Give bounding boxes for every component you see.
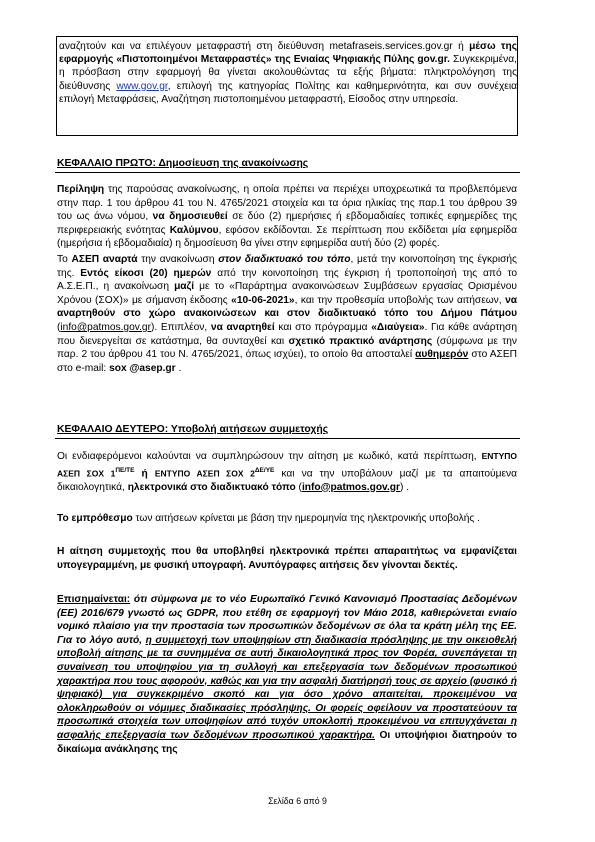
section-2-paragraph-2 — [57, 512, 517, 526]
section-1-paragraph-1 — [57, 183, 517, 251]
text-run: της παρούσας ανακοίνωσης, η οποία πρέπει να περιέχει υποχρεωτικά τα προβλεπόμενα στην παρ. 1 του άρθρου 41 του Ν. 4765/2021 στοιχεία και τα όρια ηλικίας της παρ.1 του άρθρου 39 του ως άνω νόμου, — [57, 184, 517, 223]
text-run: ). Επιπλέον, — [150, 321, 211, 333]
box-steps-text: Συγκεκριμένα, η πρόσβαση στην εφαρμογή θα γίνεται ακολουθώντας τα εξής βήματα: πληκτρολόγηση της διεύθυνσης — [59, 54, 517, 92]
text-run: Οι ενδιαφερόμενοι καλούνται να συμπληρώσουν την αίτηση με κωδικό, κατά περίπτωση, — [57, 451, 482, 462]
box-gov-app-text: μέσω της εφαρμογής «Πιστοποιημένοι Μεταφραστές» της Ενιαίας Ψηφιακής Πύλης gov.gr. — [59, 41, 517, 66]
text-run: σε δύο (2) ημερήσιες ή εβδομαδιαίες τοπικές εφημερίδες της περιφερειακής ενότητας — [57, 211, 518, 236]
text-run: ) . — [400, 481, 410, 493]
text-run: και στο πρόγραμμα — [274, 321, 372, 333]
text-run: . — [175, 362, 182, 374]
patmos-email-link[interactable]: info@patmos.gov.gr — [60, 321, 151, 333]
text-run: ( — [57, 321, 61, 333]
emphasis-run: «Διαύγεια» — [371, 321, 425, 333]
text-run: , μετά την κοινοποίηση της έγκρισής της. — [57, 254, 517, 279]
text-run: Το — [57, 254, 72, 265]
text-run: στο ΑΣΕΠ στο e-mail: — [57, 349, 517, 374]
signature-requirement: Η αίτηση συμμετοχής που θα υποβληθεί ηλεκτρονικά πρέπει απαραιτήτως να εμφανίζεται υπογεγραμμένη, με φυσική υπογραφή. Ανυπόγραφες αιτήσεις δεν γίνονται δεκτές. — [57, 546, 517, 571]
gdpr-tail: Οι υποψήφιοι διατηρούν το δικαίωμα ανάκλησης της — [57, 729, 517, 755]
notice-label: Επισημαίνεται: — [57, 594, 131, 605]
section-2-paragraph-3 — [57, 545, 517, 572]
emphasis-run: να δημοσιευθεί — [152, 211, 228, 223]
text-run: ( — [295, 481, 302, 493]
emphasis-run: να αναρτηθεί — [210, 321, 275, 333]
section-1-heading: ΚΕΦΑΛΑΙΟ ΠΡΩΤΟ: Δημοσίευση της ανακοίνωσης — [57, 158, 309, 169]
info-box-text — [59, 40, 517, 106]
text-run: την ανακοίνωση — [137, 254, 219, 265]
emphasis-run: σχετικό πρακτικό ανάρτησης — [288, 335, 433, 347]
emphasis-run: Το εμπρόθεσμο — [57, 513, 133, 524]
box-steps-tail: , επιλογή της κατηγορίας Πολίτης και καθημερινότητα, και συν συνέχεια επιλογή Μεταφράσεις, Αναζήτηση πιστοποιημένου μεταφραστή, Είσοδος στην υπηρεσία. — [59, 80, 517, 105]
gdpr-consent-text: η συμμετοχή των υποψηφίων στη διαδικασία πρόσληψης με την οικειοθελή υποβολή αίτησης με τα συνημμένα σε αυτή δικαιολογητικά προς τον Φορέα, συνεπάγεται τη συναίνεση του υποψηφίου για τη συλλογή και επεξεργασία των δεδομένων προσωπικού χαρακτήρα που τους αφορούν, καθώς και για την ασφαλή διατήρησή τους σε αρχείο (φυσικό ή ψηφιακό) για συγκεκριμένο σκοπό και για όσο χρόνο απαιτείται, προκειμένου να ολοκληρωθούν οι νόμιμες διαδικασίες πρόσληψης. Οι φορείς οφείλουν να προστατεύουν τα προσωπικά στοιχεία των υποψηφίων από τυχόν υποκλοπή προκειμένου να επιτυγχάνεται η ασφαλής επεξεργασία των δεδομένων προσωπικού χαρακτήρα. — [57, 634, 517, 741]
section-2-heading: ΚΕΦΑΛΑΙΟ ΔΕΥΤΕΡΟ: Υποβολή αιτήσεων συμμετοχής — [57, 424, 329, 435]
form-code-1: ΕΝΤΥΠΟ ΑΣΕΠ ΣΟΧ 1 — [57, 451, 517, 478]
emphasis-run: μαζί — [174, 281, 195, 293]
section-1-paragraph-2 — [57, 253, 517, 375]
text-run: , και την προθεσμία υποβολής των αιτήσεων, — [294, 294, 506, 306]
text-run: με το «Παράρτημα ανακοινώσεων Συμβάσεων εργασίας Ορισμένου Χρόνου (ΣΟΧ)» με σήμανση έκδοσης — [57, 281, 518, 306]
asep-email: sox @asep.gr — [109, 362, 176, 374]
emphasis-run: αυθημερόν — [415, 349, 469, 361]
emphasis-run: ηλεκτρονικά στο διαδικτυακό τόπο — [127, 481, 296, 493]
summary-term: Περίληψη — [57, 184, 105, 195]
emphasis-run: ΑΣΕΠ αναρτά — [71, 254, 138, 265]
emphasis-run: στον διαδικτυακό του τόπο — [218, 254, 351, 265]
form-code-2-sup: ΔΕ/ΥΕ — [254, 466, 275, 474]
text-run: . Για κάθε ανάρτηση που διενεργείται σε κατάστημα, θα συνταχθεί και — [57, 321, 517, 347]
emphasis-run: Καλύμνου — [169, 224, 219, 236]
page-number: Σελίδα 6 από 9 — [268, 796, 327, 806]
text-run: ή — [134, 467, 155, 479]
section-2-paragraph-1 — [57, 450, 517, 494]
section-2-rule — [55, 438, 520, 439]
patmos-email-link-2[interactable]: info@patmos.gov.gr — [301, 481, 400, 493]
form-code-2: ΕΝΤΥΠΟ ΑΣΕΠ ΣΟΧ 2 — [154, 467, 255, 478]
section-2-paragraph-4 — [57, 593, 517, 756]
text-run: και να την υποβάλουν μαζί με τα απαιτούμενα δικαιολογητικά, — [57, 467, 517, 493]
text-run: , εφόσον εκδίδονται. Σε περίπτωση που εκδίδεται μία εφημερίδα (ημερήσια ή εβδομαδιαία) η δημοσίευση θα γίνει στην εφημερίδα αυτή δύο (2) φορές. — [57, 224, 517, 250]
text-run: από την κοινοποίηση της έγκριση ή τροποποίησή της από το Α.Σ.Ε.Π., η ανακοίνωση — [57, 267, 518, 293]
text-run: (σύμφωνα με την παρ. 2 του άρθρου 41 του Ν. 4765/2021, όπως ισχύει), το οποίο θα αποσταλεί — [57, 335, 517, 361]
gov-gr-link[interactable]: www.gov.gr — [116, 80, 168, 92]
emphasis-run: Εντός είκοσι (20) ημερών — [80, 267, 212, 279]
box-line-1: αναζητούν και να επιλέγουν μεταφραστή στη διεύθυνση metafraseis.services.gov.gr ή — [59, 41, 464, 52]
gdpr-intro: ότι σύμφωνα με το νέο Ευρωπαϊκό Γενικό Κανονισμό Προστασίας Δεδομένων (ΕΕ) 2016/679 γνωστό ως GDPR, που ετέθη σε εφαρμογή τον Μάιο 2018, καθιερώνεται ενιαίο νομικό πλαίσιο για την προστασία των προσωπικών δεδομένων σε όλα τα κράτη μέλη της ΕΕ. Για το λόγο αυτό, — [57, 594, 517, 646]
date-run: «10-06-2021» — [231, 294, 295, 306]
text-run: των αιτήσεων κρίνεται με βάση την ημερομηνία της ηλεκτρονικής υποβολής . — [132, 513, 480, 524]
form-code-1-sup: ΠΕ/ΤΕ — [115, 466, 135, 474]
section-1-rule — [55, 172, 520, 173]
emphasis-run: να αναρτηθούν στο χώρο ανακοινώσεων και στον διαδικτυακό τόπο του Δήμου Πάτμου — [57, 294, 517, 320]
